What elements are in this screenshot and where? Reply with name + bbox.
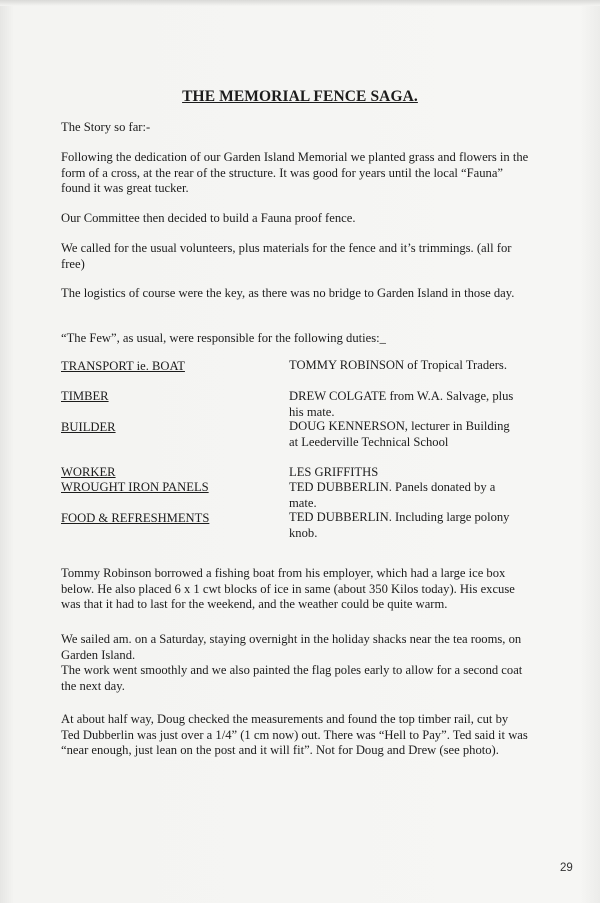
duty-person: DOUG KENNERSON, lecturer in Building at Leederville Technical School: [289, 419, 510, 449]
duty-task: TRANSPORT ie. BOAT: [61, 359, 185, 373]
duty-task: TIMBER: [61, 389, 109, 403]
paragraph-measurements: At about half way, Doug checked the measurements and found the top timber rail, cut by Ted Dubberlin was just over a 1/4” (1 cm now) out. There was “Hell to Pay”. Ted said it was “near enough, just lean on the post and it will fit”. Not for Doug and Drew (see photo).: [61, 712, 528, 757]
duty-person: LES GRIFFITHS: [289, 465, 379, 479]
duty-person: TED DUBBERLIN. Including large polony knob.: [289, 510, 510, 540]
duty-person: TED DUBBERLIN. Panels donated by a mate.: [289, 480, 496, 510]
paragraph-volunteers: We called for the usual volunteers, plus materials for the fence and it’s trimmings. (all for free): [61, 241, 512, 271]
paragraph-sailing: We sailed am. on a Saturday, staying overnight in the holiday shacks near the tea rooms, on Garden Island. The work went smoothly and we also painted the flag poles early to allow for a second coat the next day.: [61, 632, 523, 693]
paragraph-committee: Our Committee then decided to build a Fauna proof fence.: [61, 211, 356, 225]
paragraph-logistics: The logistics of course were the key, as there was no bridge to Garden Island in those day.: [61, 286, 515, 300]
duty-task: BUILDER: [61, 420, 116, 434]
duty-task: WORKER: [61, 465, 116, 479]
intro-line: The Story so far:-: [61, 120, 151, 134]
document-title: THE MEMORIAL FENCE SAGA.: [182, 88, 418, 105]
paragraph-dedication: Following the dedication of our Garden Island Memorial we planted grass and flowers in the form of a cross, at the rear of the structure. It was good for years until the local “Fauna” found it was great tucker.: [61, 150, 529, 195]
duty-task: FOOD & REFRESHMENTS: [61, 511, 210, 525]
duty-person: TOMMY ROBINSON of Tropical Traders.: [289, 358, 507, 372]
duty-person: DREW COLGATE from W.A. Salvage, plus his mate.: [289, 389, 514, 419]
duty-task: WROUGHT IRON PANELS: [61, 480, 209, 494]
paragraph-fishing-boat: Tommy Robinson borrowed a fishing boat from his employer, which had a large ice box below. He also placed 6 x 1 cwt blocks of ice in same (about 350 Kilos today). His excuse was that it had to last for the weekend, and the weather could be quite warm.: [61, 566, 515, 611]
page-number: 29: [560, 862, 573, 874]
scan-top-edge: [0, 0, 600, 6]
paragraph-the-few: “The Few”, as usual, were responsible for the following duties:_: [61, 331, 386, 345]
